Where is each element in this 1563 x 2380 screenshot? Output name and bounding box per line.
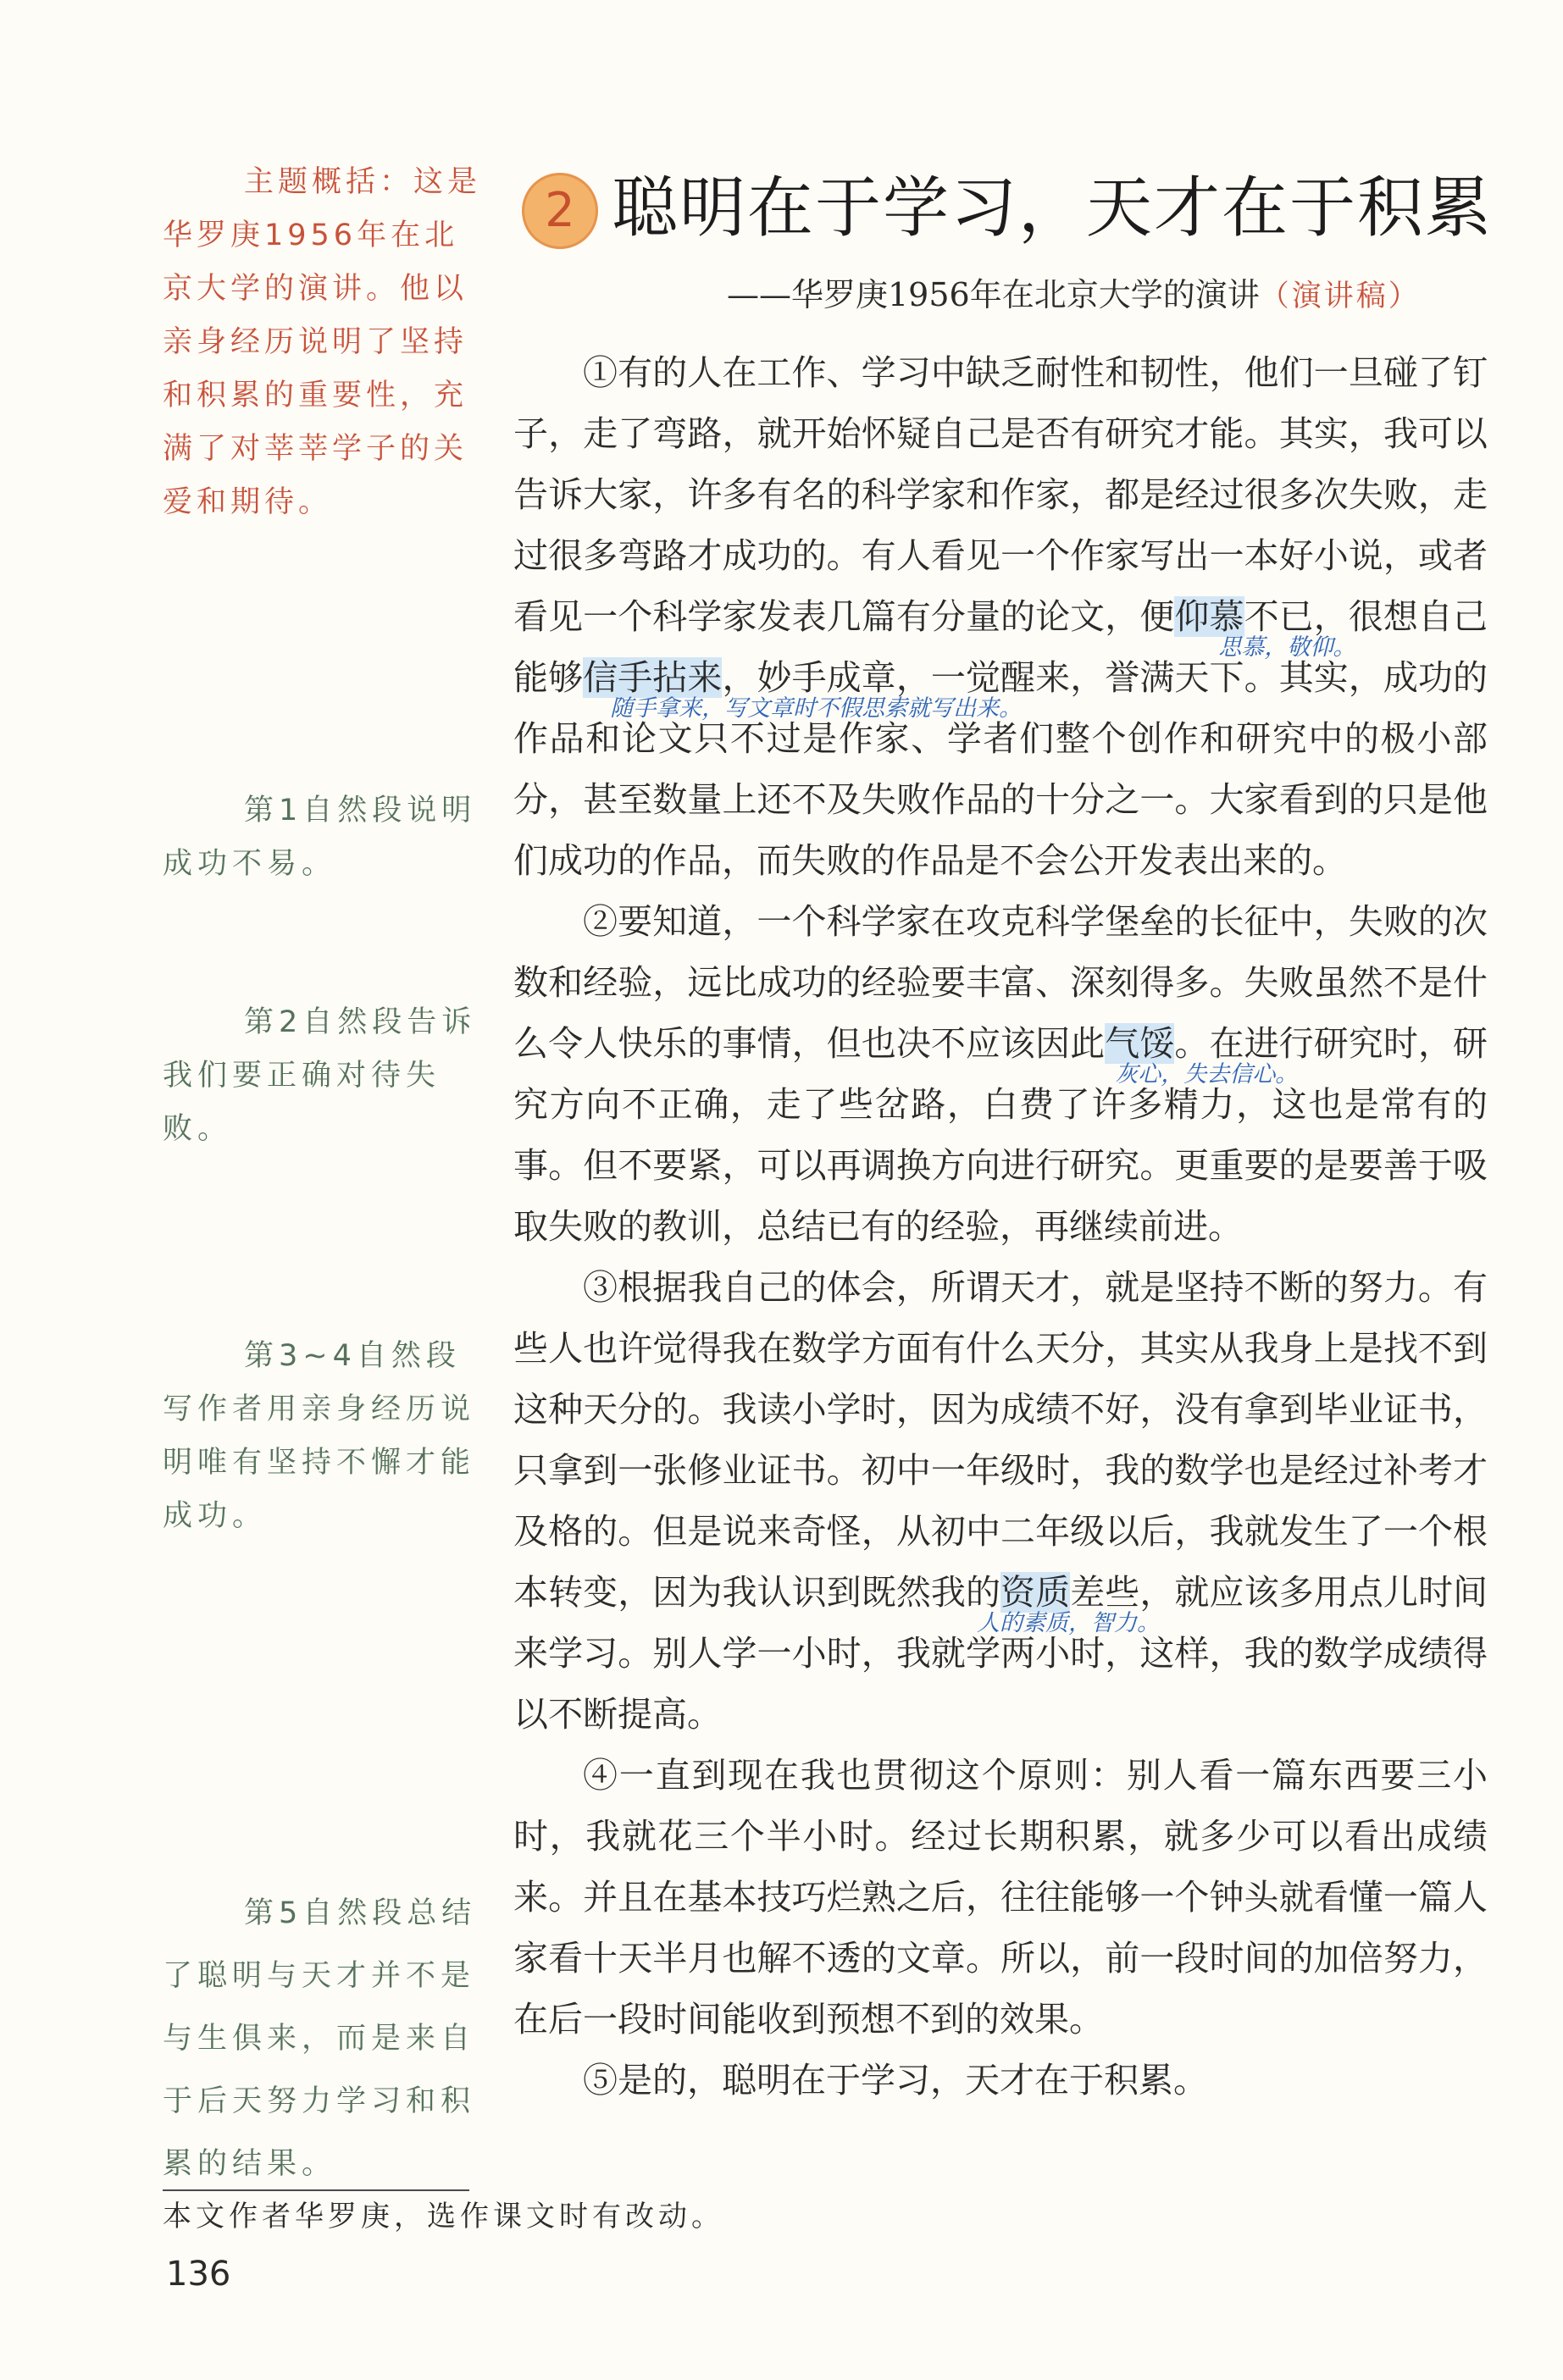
- paragraph-1: [513, 342, 1488, 891]
- lesson-genre-note: （演讲稿）: [1259, 280, 1421, 313]
- paragraph-1-text-a: ①有的人在工作、学习中缺乏耐性和韧性，他们一旦碰了钉子，走了弯路，就开始怀疑自己是否有研究才能。其实，我可以告诉大家，许多有名的科学家和作家，都是经过很多次失败，走过很多弯路才成功的。有人看见一个作家写出一本好小说，或者看见一个科学家发表几篇有分量的论文，便: [513, 352, 1488, 637]
- highlight-yangmu: [1174, 596, 1356, 661]
- footnote: 本文作者华罗庚，选作课文时有改动。: [163, 2200, 724, 2233]
- article-body: [513, 342, 1488, 2111]
- margin-note-para3-4-text: 第3~4自然段写作者用亲身经历说明唯有坚持不懈才能成功。: [163, 1339, 476, 1533]
- highlight-xinshou-text: 信手拈来: [583, 657, 723, 698]
- margin-note-para2: [163, 996, 491, 1156]
- highlight-qinei: [1105, 1023, 1299, 1088]
- lesson-header: [522, 166, 1521, 259]
- footnote-divider: [163, 2189, 469, 2191]
- page-number: 136: [166, 2255, 231, 2294]
- gloss-qinei: 灰心，失去信心。: [1115, 1061, 1299, 1088]
- margin-note-para2-text: 第2自然段告诉我们要正确对待失败。: [163, 1005, 477, 1146]
- margin-note-theme: [163, 156, 491, 529]
- highlight-yangmu-text: 仰慕: [1174, 596, 1244, 637]
- paragraph-2: [513, 891, 1488, 1257]
- paragraph-4: ④一直到现在我也贯彻这个原则：别人看一篇东西要三小时，我就花三个半小时。经过长期积累，就多少可以看出成绩来。并且在基本技巧烂熟之后，往往能够一个钟头就看懂一篇人家看十天半月也解不透的文章。所以，前一段时间的加倍努力，在后一段时间能收到预想不到的效果。: [513, 1755, 1488, 2040]
- margin-note-para1-text: 第1自然段说明成功不易。: [163, 794, 477, 881]
- lesson-subtitle: [727, 273, 1421, 318]
- margin-note-para5-text: 第5自然段总结了聪明与天才并不是与生俱来，而是来自于后天努力学习和积累的结果。: [163, 1896, 477, 2181]
- paragraph-2-text-a: ②要知道，一个科学家在攻克科学堡垒的长征中，失败的次数和经验，远比成功的经验要丰富、深刻得多。失败虽然不是什么令人快乐的事情，但也决不应该因此: [513, 901, 1488, 1064]
- paragraph-3-text-b: 差些，就应该多用点儿时间来学习。别人学一小时，我就学两小时，这样，我的数学成绩得以不断提高。: [513, 1572, 1488, 1735]
- margin-note-para5: [163, 1882, 491, 2195]
- paragraph-1-text-b: 不已，很想自己能够: [513, 596, 1488, 698]
- lesson-subtitle-text: ——华罗庚1956年在北京大学的演讲: [727, 276, 1260, 313]
- paragraph-5: ⑤是的，聪明在于学习，天才在于积累。: [583, 2060, 1208, 2100]
- highlight-zizhi: [977, 1572, 1161, 1636]
- paragraph-1-text-c: ，妙手成章，一觉醒来，誉满天下。其实，成功的作品和论文只不过是作家、学者们整个创作和研究中的极小部分，甚至数量上还不及失败作品的十分之一。大家看到的只是他们成功的作品，而失败的作品是不会公开发表出来的。: [513, 657, 1488, 881]
- paragraph-3-text-a: ③根据我自己的体会，所谓天才，就是坚持不断的努力。有些人也许觉得我在数学方面有什么天分，其实从我身上是找不到这种天分的。我读小学时，因为成绩不好，没有拿到毕业证书，只拿到一张修业证书。初中一年级时，我的数学也是经过补考才及格的。但是说来奇怪，从初中二年级以后，我就发生了一个根本转变，因为我认识到既然我的: [513, 1267, 1488, 1613]
- highlight-zizhi-text: 资质: [1000, 1572, 1071, 1613]
- paragraph-2-text-b: 。在进行研究时，研究方向不正确，走了些岔路，白费了许多精力，这也是常有的事。但不要紧，可以再调换方向进行研究。更重要的是要善于吸取失败的教训，总结已有的经验，再继续前进。: [513, 1023, 1488, 1247]
- margin-note-para3-4: [163, 1330, 491, 1543]
- margin-note-theme-text: 主题概括：这是华罗庚1956年在北京大学的演讲。他以亲身经历说明了坚持和积累的重要性，充满了对莘莘学子的关爱和期待。: [163, 165, 482, 519]
- gloss-xinshou: 随手拿来，写文章时不假思索就写出来。: [610, 695, 1023, 722]
- lesson-title: 聪明在于学习，天才在于积累: [612, 170, 1494, 246]
- highlight-xinshou: [583, 657, 1023, 722]
- margin-note-para1: [163, 784, 491, 891]
- lesson-number-badge: 2: [522, 173, 598, 249]
- paragraph-3: [513, 1257, 1488, 1745]
- highlight-qinei-text: 气馁: [1105, 1023, 1175, 1064]
- gloss-zizhi: 人的素质，智力。: [977, 1610, 1161, 1636]
- gloss-yangmu: 思慕，敬仰。: [1218, 634, 1356, 661]
